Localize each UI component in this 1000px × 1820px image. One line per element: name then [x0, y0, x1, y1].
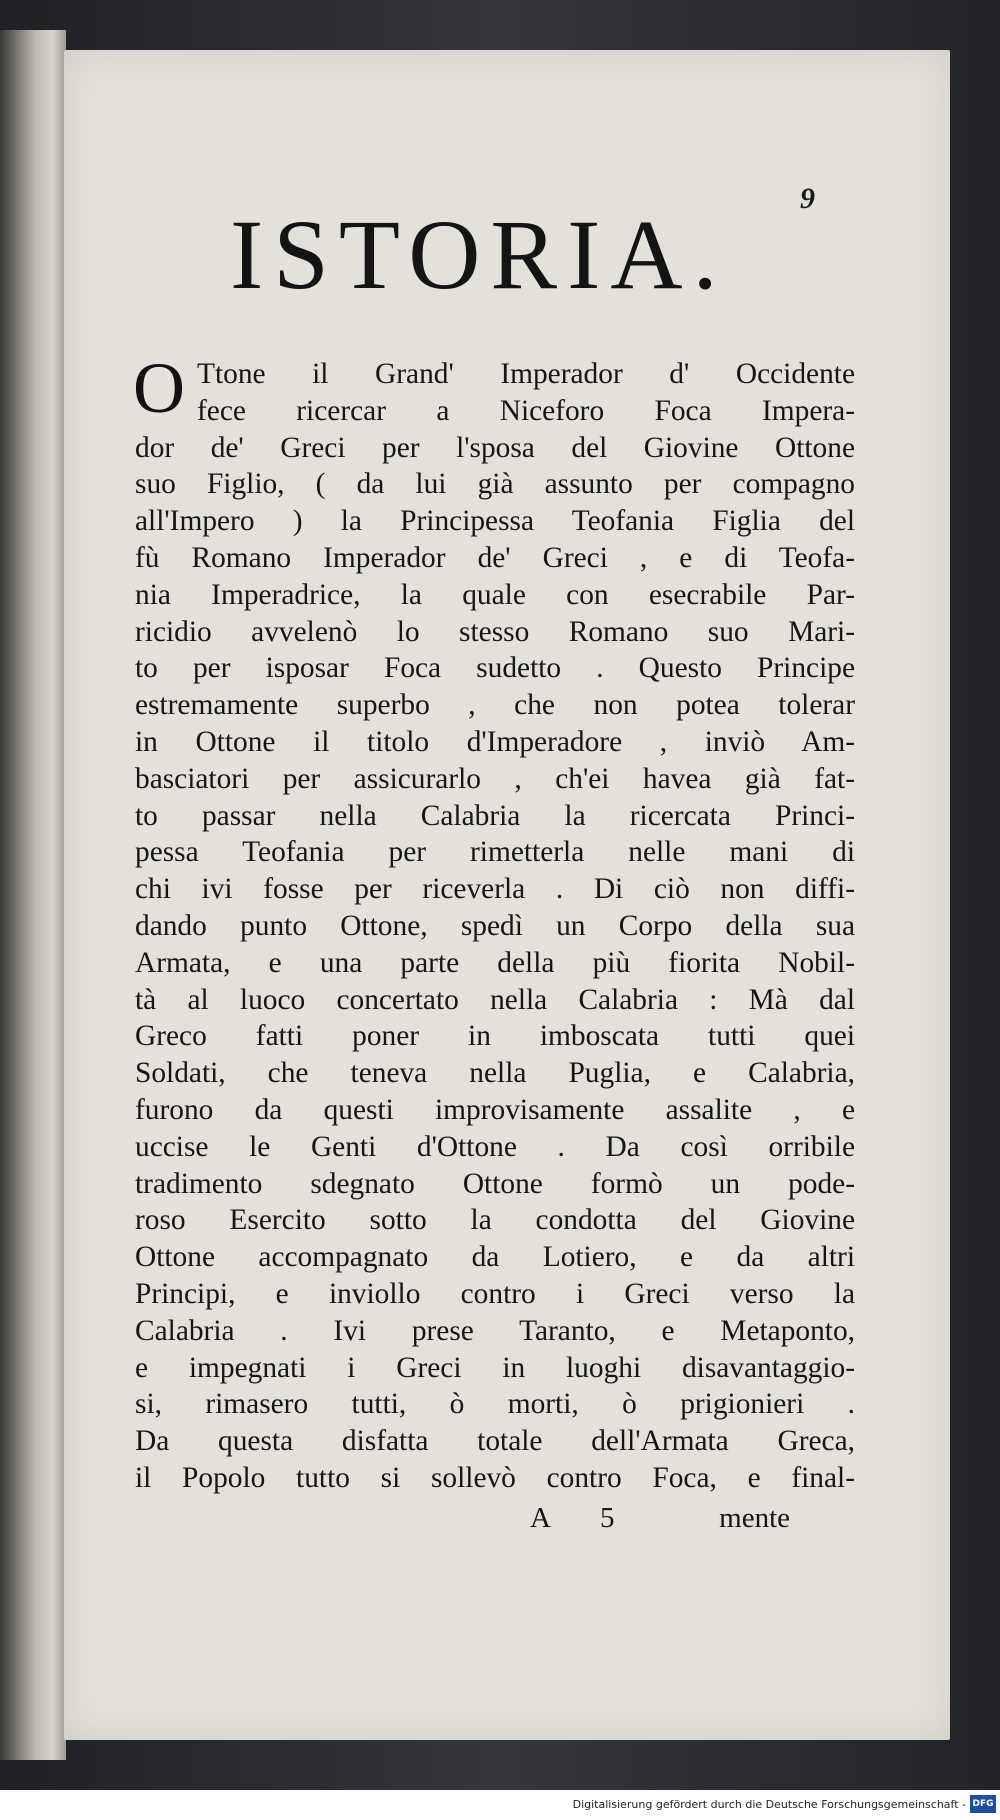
text-line: to passar nella Calabria la ricercata Princi-: [135, 799, 855, 832]
text-line: tà al luoco concertato nella Calabria : Mà dal: [135, 983, 855, 1016]
text-line: roso Esercito sotto la condotta del Giovine: [135, 1204, 855, 1237]
text-line: il Popolo tutto si sollevò contro Foca, e final-: [135, 1461, 855, 1494]
text-line: Calabria . Ivi prese Taranto, e Metaponto,: [135, 1314, 855, 1347]
text-line: e impegnati i Greci in luoghi disavantaggio-: [135, 1351, 855, 1384]
catchword: mente: [719, 1502, 790, 1534]
text-line: fù Romano Imperador de' Greci , e di Teofa-: [135, 541, 855, 574]
drop-cap: O: [133, 348, 185, 428]
text-line: ricidio avvelenò lo stesso Romano suo Mari-: [135, 615, 855, 648]
left-page-edge: [0, 30, 66, 1760]
funding-credit: Digitalisierung gefördert durch die Deutsche Forschungsgemeinschaft -: [572, 1798, 966, 1811]
text-line: Ottone accompagnato da Lotiero, e da altri: [135, 1241, 855, 1274]
text-line: pessa Teofania per rimetterla nelle mani di: [135, 836, 855, 869]
text-line: uccise le Genti d'Ottone . Da così orribile: [135, 1130, 855, 1163]
text-line: basciatori per assicurarlo , ch'ei havea già fat-: [135, 762, 855, 795]
text-line: to per isposar Foca sudetto . Questo Principe: [135, 652, 855, 685]
text-line: dando punto Ottone, spedì un Corpo della sua: [135, 909, 855, 942]
text-line: suo Figlio, ( da lui già assunto per compagno: [135, 468, 855, 501]
text-line: si, rimasero tutti, ò morti, ò prigionieri .: [135, 1388, 855, 1421]
text-line: nia Imperadrice, la quale con esecrabile Par-: [135, 578, 855, 611]
signature-number: 5: [600, 1502, 615, 1534]
dfg-logo: DFG: [970, 1795, 996, 1813]
text-line: fece ricercar a Niceforo Foca Impera-: [197, 394, 855, 427]
text-line: estremamente superbo , che non potea tolerar: [135, 689, 855, 722]
page-number: 9: [800, 182, 815, 215]
text-line: Greco fatti poner in imboscata tutti quei: [135, 1020, 855, 1053]
text-line: Ttone il Grand' Imperador d' Occidente: [197, 358, 855, 390]
footer-strip: [0, 1790, 1000, 1820]
text-line: tradimento sdegnato Ottone formò un pode-: [135, 1167, 855, 1200]
text-line: furono da questi improvisamente assalite , e: [135, 1093, 855, 1126]
running-title: ISTORIA.: [230, 199, 728, 310]
text-line: Armata, e una parte della più fiorita Nobil-: [135, 946, 855, 979]
signature-letter: A: [530, 1502, 551, 1534]
text-line: Principi, e inviollo contro i Greci verso la: [135, 1277, 855, 1310]
text-line: chi ivi fosse per riceverla . Di ciò non diffi-: [135, 873, 855, 906]
body-text: [133, 348, 855, 1497]
text-line: Da questa disfatta totale dell'Armata Greca,: [135, 1425, 855, 1458]
text-line: dor de' Greci per l'sposa del Giovine Ottone: [135, 431, 855, 464]
text-line: Soldati, che teneva nella Puglia, e Calabria,: [135, 1057, 855, 1090]
text-line: in Ottone il titolo d'Imperadore , inviò Am-: [135, 725, 855, 758]
text-line: all'Impero ) la Principessa Teofania Figlia del: [135, 505, 855, 538]
